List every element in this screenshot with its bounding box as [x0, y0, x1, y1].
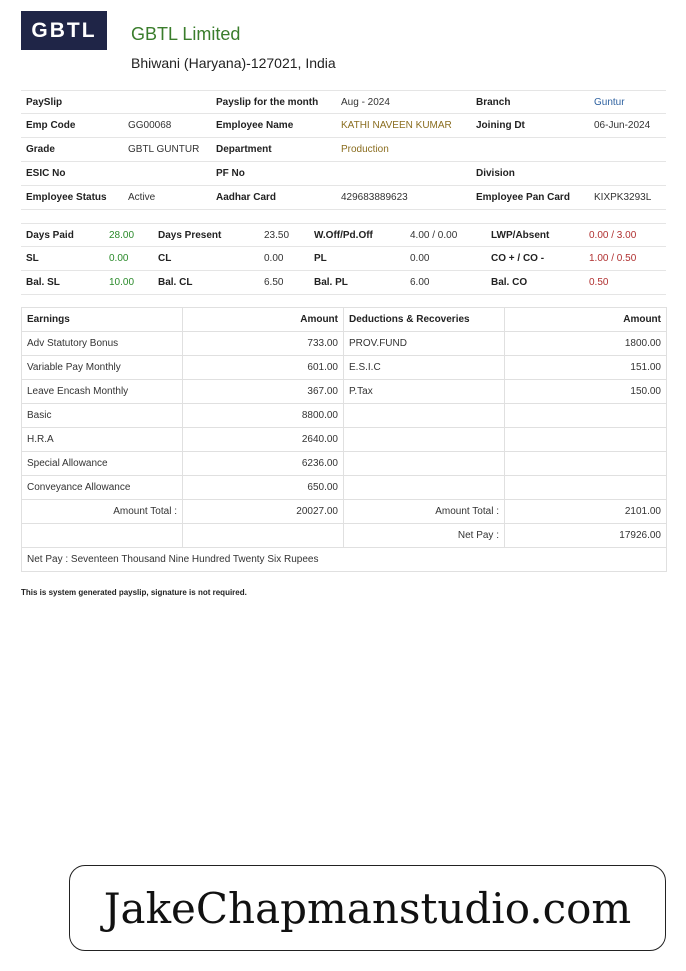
sl-value: 0.00 — [109, 253, 129, 264]
branch-value: Guntur — [594, 97, 625, 108]
month-label: Payslip for the month — [216, 97, 319, 108]
table-header-row — [22, 308, 667, 332]
joining-value: 06-Jun-2024 — [594, 120, 651, 131]
info-row — [21, 114, 666, 138]
attendance-row — [21, 223, 666, 247]
month-value: Aug - 2024 — [341, 97, 390, 108]
earning-amount: 6236.00 — [183, 452, 344, 476]
deduction-amount — [505, 428, 667, 452]
deductions-header: Deductions & Recoveries — [344, 308, 505, 332]
earnings-total-label: Amount Total : — [22, 500, 183, 524]
info-row — [21, 186, 666, 210]
aadhar-label: Aadhar Card — [216, 192, 277, 203]
pl-value: 0.00 — [410, 253, 430, 264]
empty-cell — [22, 524, 183, 548]
emp-name-label: Employee Name — [216, 120, 294, 131]
co-value: 1.00 / 0.50 — [589, 253, 637, 264]
days-paid-label: Days Paid — [26, 230, 74, 241]
earning-amount: 601.00 — [183, 356, 344, 380]
deduction-name — [344, 404, 505, 428]
lwp-label: LWP/Absent — [491, 230, 550, 241]
co-label: CO + / CO - — [491, 253, 545, 264]
attendance-row — [21, 247, 666, 271]
deduction-name: PROV.FUND — [344, 332, 505, 356]
attendance-section — [21, 223, 666, 295]
sl-label: SL — [26, 253, 39, 264]
days-present-label: Days Present — [158, 230, 222, 241]
esic-label: ESIC No — [26, 168, 66, 179]
employee-info-section — [21, 90, 666, 210]
bal-cl-label: Bal. CL — [158, 277, 193, 288]
info-row — [21, 138, 666, 162]
earnings-total-value: 20027.00 — [183, 500, 344, 524]
pl-label: PL — [314, 253, 327, 264]
grade-label: Grade — [26, 144, 55, 155]
earnings-amount-header: Amount — [183, 308, 344, 332]
bal-pl-value: 6.00 — [410, 277, 430, 288]
earning-name: Adv Statutory Bonus — [22, 332, 183, 356]
cl-value: 0.00 — [264, 253, 284, 264]
division-label: Division — [476, 168, 515, 179]
system-generated-note: This is system generated payslip, signature is not required. — [21, 588, 247, 597]
deduction-amount: 151.00 — [505, 356, 667, 380]
empty-cell — [183, 524, 344, 548]
bal-sl-value: 10.00 — [109, 277, 135, 288]
table-row — [22, 404, 667, 428]
earning-name: Variable Pay Monthly — [22, 356, 183, 380]
joining-label: Joining Dt — [476, 120, 525, 131]
deduction-name — [344, 476, 505, 500]
bal-cl-value: 6.50 — [264, 277, 284, 288]
company-logo: GBTL — [21, 11, 107, 50]
woff-value: 4.00 / 0.00 — [410, 230, 458, 241]
emp-code-value: GG00068 — [128, 120, 172, 131]
department-value: Production — [341, 144, 389, 155]
earnings-header: Earnings — [22, 308, 183, 332]
bal-co-value: 0.50 — [589, 277, 609, 288]
deduction-name — [344, 428, 505, 452]
pan-value: KIXPK3293L — [594, 192, 652, 203]
earning-name: Conveyance Allowance — [22, 476, 183, 500]
company-address: Bhiwani (Haryana)-127021, India — [131, 55, 336, 71]
cl-label: CL — [158, 253, 172, 264]
deduction-amount — [505, 404, 667, 428]
deductions-amount-header: Amount — [505, 308, 667, 332]
aadhar-value: 429683889623 — [341, 192, 408, 203]
net-pay-words-row — [22, 548, 667, 572]
table-row — [22, 476, 667, 500]
table-row — [22, 380, 667, 404]
table-row — [22, 332, 667, 356]
deductions-total-label: Amount Total : — [344, 500, 505, 524]
emp-code-label: Emp Code — [26, 120, 76, 131]
deduction-name — [344, 452, 505, 476]
days-paid-value: 28.00 — [109, 230, 135, 241]
bal-pl-label: Bal. PL — [314, 277, 348, 288]
net-pay-label: Net Pay : — [344, 524, 505, 548]
days-present-value: 23.50 — [264, 230, 290, 241]
branch-label: Branch — [476, 97, 511, 108]
deduction-amount: 150.00 — [505, 380, 667, 404]
info-row — [21, 90, 666, 114]
pf-label: PF No — [216, 168, 245, 179]
earning-name: Basic — [22, 404, 183, 428]
department-label: Department — [216, 144, 272, 155]
deduction-amount: 1800.00 — [505, 332, 667, 356]
bal-co-label: Bal. CO — [491, 277, 528, 288]
net-pay-words: Net Pay : Seventeen Thousand Nine Hundred Twenty Six Rupees — [22, 548, 667, 572]
employee-status-value: Active — [128, 192, 156, 203]
table-row — [22, 356, 667, 380]
emp-name-value: KATHI NAVEEN KUMAR — [341, 120, 452, 131]
earning-amount: 650.00 — [183, 476, 344, 500]
info-row — [21, 162, 666, 186]
pan-label: Employee Pan Card — [476, 192, 570, 203]
deduction-amount — [505, 452, 667, 476]
net-pay-row — [22, 524, 667, 548]
bal-sl-label: Bal. SL — [26, 277, 60, 288]
earning-name: Special Allowance — [22, 452, 183, 476]
table-row — [22, 428, 667, 452]
watermark-banner: JakeChapmanstudio.com — [69, 865, 666, 951]
earning-amount: 8800.00 — [183, 404, 344, 428]
net-pay-value: 17926.00 — [505, 524, 667, 548]
earning-amount: 367.00 — [183, 380, 344, 404]
earning-name: Leave Encash Monthly — [22, 380, 183, 404]
table-row — [22, 452, 667, 476]
deduction-amount — [505, 476, 667, 500]
attendance-row — [21, 271, 666, 295]
earning-amount: 733.00 — [183, 332, 344, 356]
woff-label: W.Off/Pd.Off — [314, 230, 373, 241]
deduction-name: P.Tax — [344, 380, 505, 404]
company-name: GBTL Limited — [131, 24, 241, 44]
totals-row — [22, 500, 667, 524]
employee-status-label: Employee Status — [26, 192, 107, 203]
lwp-value: 0.00 / 3.00 — [589, 230, 637, 241]
deductions-total-value: 2101.00 — [505, 500, 667, 524]
earning-amount: 2640.00 — [183, 428, 344, 452]
grade-value: GBTL GUNTUR — [128, 144, 200, 155]
earnings-deductions-table — [21, 307, 667, 572]
payslip-label: PaySlip — [26, 97, 63, 108]
earning-name: H.R.A — [22, 428, 183, 452]
deduction-name: E.S.I.C — [344, 356, 505, 380]
